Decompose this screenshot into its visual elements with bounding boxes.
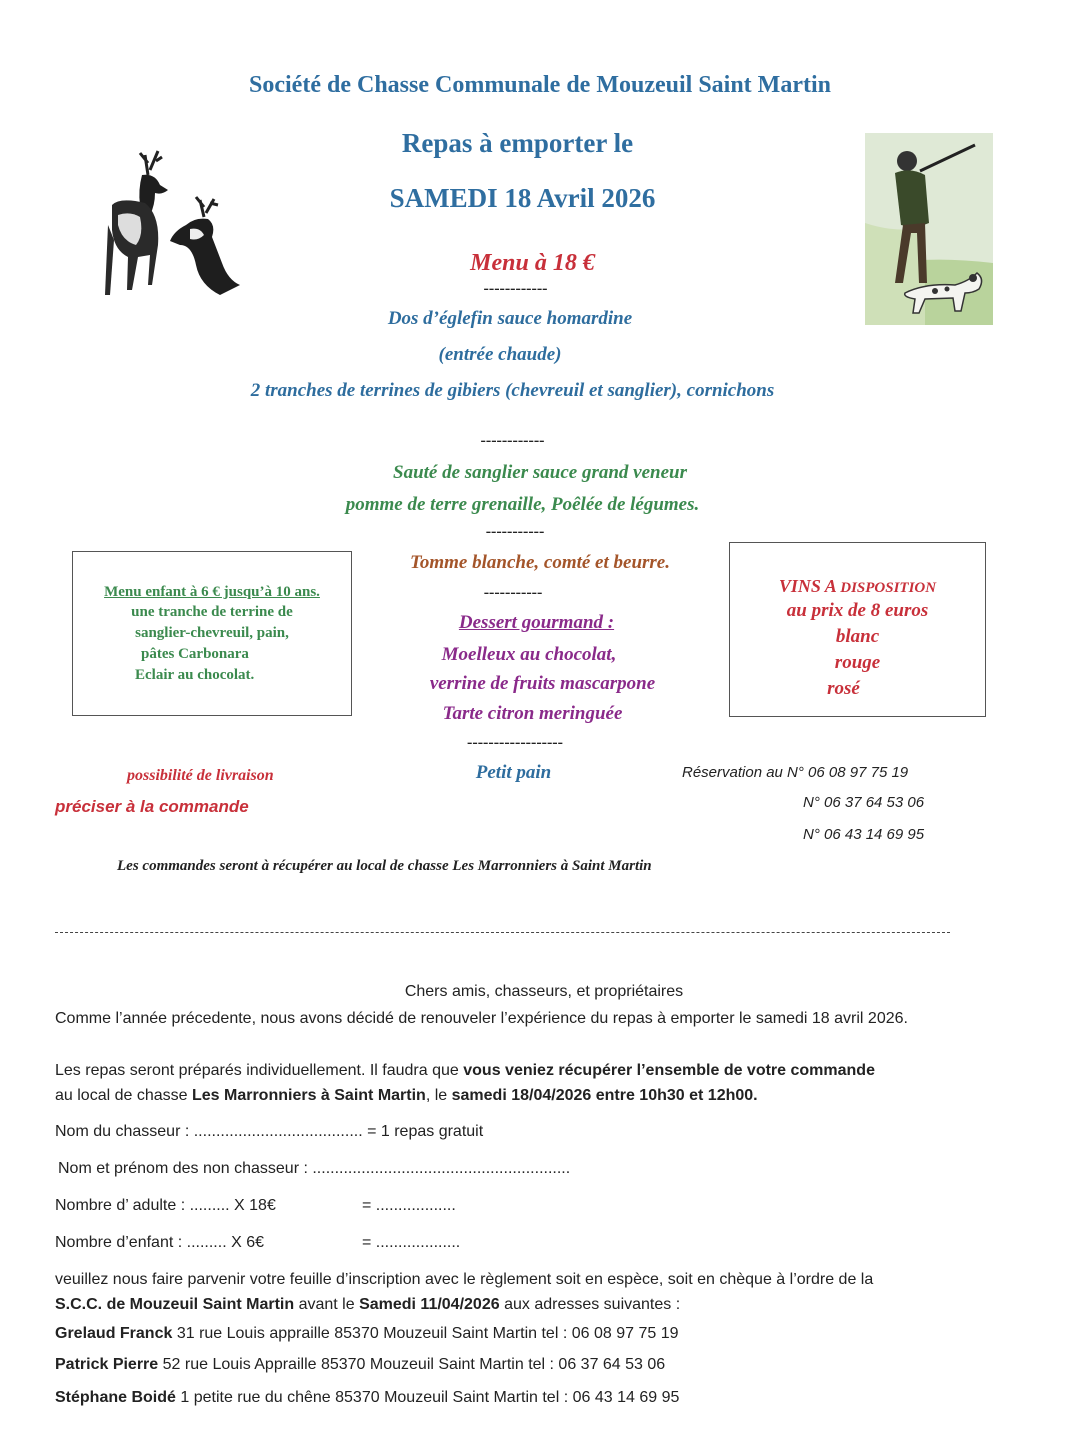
dessert-title: Dessert gourmand :: [458, 612, 615, 633]
children-count-field: Nombre d’enfant : ......... X 6€: [55, 1234, 264, 1251]
dessert-line: verrine de fruits mascarpone: [429, 673, 656, 694]
starter-line: Dos d’églefin sauce homardine: [387, 308, 633, 329]
dessert-line: Tarte citron meringuée: [442, 703, 623, 724]
contact-row: [55, 1356, 665, 1374]
pickup-notice: Les commandes seront à récupérer au local de chasse Les Marronniers à Saint Martin: [117, 858, 652, 874]
p2-a: Les repas seront préparés individuellement. Il faudra que: [55, 1062, 464, 1079]
event-date: SAMEDI 18 Avril 2026: [389, 183, 656, 213]
bread-line: Petit pain: [475, 762, 552, 783]
starter-note: (entrée chaude): [438, 344, 562, 365]
adults-count-field: Nombre d’ adulte : ......... X 18€: [55, 1197, 276, 1214]
payment-instructions: [55, 1267, 1015, 1317]
p2-f: samedi 18/04/2026 entre 10h30 et 12h00.: [451, 1087, 758, 1104]
payment-b: S.C.C. de Mouzeuil Saint Martin: [55, 1296, 295, 1313]
contact-name: Stéphane Boidé: [55, 1389, 176, 1406]
contact-row: [55, 1325, 678, 1343]
contact-row: [55, 1389, 679, 1407]
wine-item: rosé: [827, 678, 860, 699]
letter-paragraph-2: [55, 1058, 975, 1108]
non-hunter-name-field: Nom et prénom des non chasseur : ..........................................................: [58, 1160, 571, 1177]
hunter-name-field: Nom du chasseur : ...................................... = 1 repas gratuit: [55, 1123, 484, 1140]
contact-address: 1 petite rue du chêne 85370 Mouzeuil Saint Martin tel : 06 43 14 69 95: [175, 1389, 680, 1406]
p2-b: vous veniez récupérer l’ensemble de votre commande: [463, 1062, 875, 1079]
separator: -----------: [485, 523, 545, 540]
organization-title: Société de Chasse Communale de Mouzeuil Saint Martin: [249, 72, 831, 98]
p2-e: , le: [425, 1087, 452, 1104]
wines-price: au prix de 8 euros: [786, 600, 929, 621]
dessert-line: Moelleux au chocolat,: [441, 644, 617, 665]
wine-item: rouge: [834, 652, 881, 673]
adults-total-field: = ..................: [362, 1197, 456, 1214]
wines-title-a: VINS A: [778, 576, 841, 596]
reservation-phone-3: N° 06 43 14 69 95: [803, 826, 925, 843]
starter-line-2: 2 tranches de terrines de gibiers (chevreuil et sanglier), cornichons: [250, 380, 775, 401]
kids-menu-item: Eclair au chocolat.: [135, 667, 255, 683]
contact-address: 52 rue Louis Appraille 85370 Mouzeuil Saint Martin tel : 06 37 64 53 06: [158, 1356, 666, 1373]
contact-name: Grelaud Franck: [55, 1325, 173, 1342]
delivery-note: possibilité de livraison: [127, 767, 274, 784]
reservation-phone-1: Réservation au N° 06 08 97 75 19: [682, 764, 909, 781]
kids-menu-item: une tranche de terrine de: [131, 604, 293, 620]
wines-title-b: DISPOSITION: [840, 580, 937, 596]
separator: ------------: [480, 432, 545, 449]
payment-c: avant le: [294, 1296, 360, 1313]
deer-illustration: [100, 145, 250, 310]
main-course-sides: pomme de terre grenaille, Poêlée de légumes.: [345, 494, 700, 515]
payment-d: Samedi 11/04/2026: [359, 1296, 500, 1313]
separator: ------------------: [467, 734, 563, 751]
cheese-line: Tomme blanche, comté et beurre.: [410, 552, 670, 573]
contact-name: Patrick Pierre: [55, 1356, 159, 1373]
p2-d: Les Marronniers à Saint Martin: [191, 1087, 426, 1104]
greeting: Chers amis, chasseurs, et propriétaires: [404, 983, 684, 1000]
wines-title: [730, 576, 985, 597]
delivery-instruction: préciser à la commande: [55, 797, 249, 816]
reservation-phone-2: N° 06 37 64 53 06: [803, 794, 925, 811]
wines-box: [729, 542, 986, 717]
letter-paragraph-1: Comme l’année précedente, nous avons décidé de renouveler l’expérience du repas à emporter le samedi 18 avril 2026.: [55, 1010, 908, 1027]
wine-item: blanc: [835, 626, 880, 647]
menu-price: Menu à 18 €: [470, 250, 595, 276]
kids-menu-item: sanglier-chevreuil, pain,: [135, 625, 289, 641]
kids-menu-box: [72, 551, 352, 716]
main-course-line: Sauté de sanglier sauce grand veneur: [393, 462, 687, 483]
p2-c: au local de chasse: [55, 1087, 192, 1104]
payment-a: veuillez nous faire parvenir votre feuille d’inscription avec le règlement soit en espèce, soit en chèque à l’ordre de la: [55, 1271, 874, 1288]
separator: -----------: [483, 584, 543, 601]
kids-menu-item: pâtes Carbonara: [141, 646, 249, 662]
cut-line: [55, 932, 950, 933]
contact-address: 31 rue Louis appraille 85370 Mouzeuil Saint Martin tel : 06 08 97 75 19: [172, 1325, 679, 1342]
payment-e: aux adresses suivantes :: [499, 1296, 681, 1313]
event-title: Repas à emporter le: [401, 128, 634, 158]
kids-menu-title: Menu enfant à 6 € jusqu’à 10 ans.: [104, 584, 320, 600]
separator: ------------: [483, 280, 548, 297]
hunter-illustration: [865, 133, 993, 325]
children-total-field: = ...................: [362, 1234, 461, 1251]
